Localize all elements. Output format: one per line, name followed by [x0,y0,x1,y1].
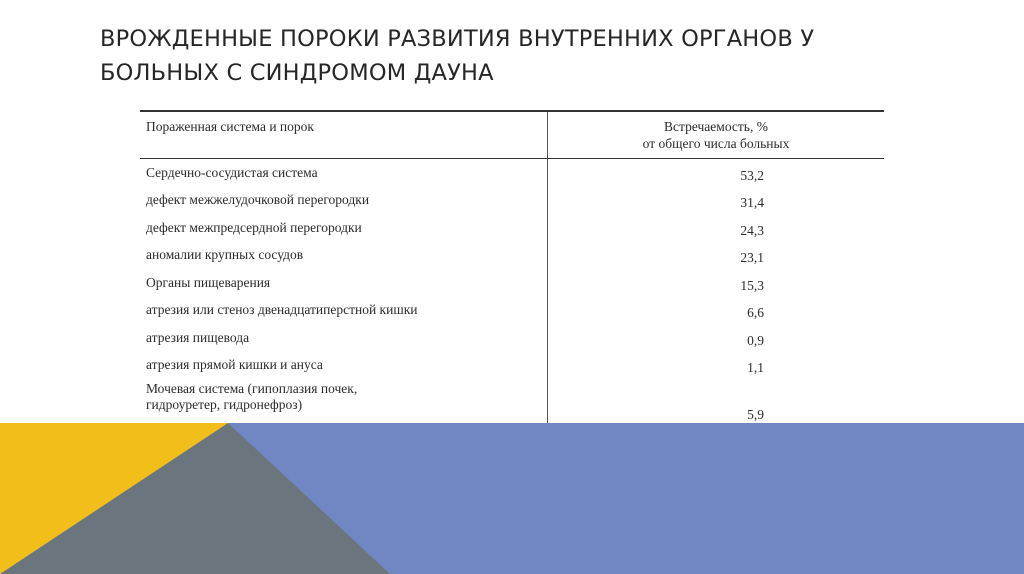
table-header-row [140,111,884,159]
row-value: 6,6 [747,305,764,320]
table-row [140,187,884,215]
header-frequency-line-1: Встречаемость, % [664,119,768,134]
table-row [140,379,884,427]
slide-title-line-2: БОЛЬНЫХ С СИНДРОМОМ ДАУНА [100,60,494,86]
row-value: 1,1 [747,360,764,375]
row-name: дефект межжелудочковой перегородки [140,187,548,215]
header-frequency-line-2: от общего числа больных [642,136,790,151]
row-name [140,379,548,427]
row-value: 15,3 [740,277,764,293]
row-value: 23,1 [740,250,764,265]
row-name: дефект межпредсердной перегородки [140,214,548,242]
row-value: 0,9 [747,332,764,348]
header-frequency [548,111,885,159]
row-name-line-1: Мочевая система (гипоплазия почек, [146,381,358,396]
table-row [140,159,884,187]
row-name: Органы пищеварения [140,269,548,297]
table-image [140,110,884,422]
decorative-banner [0,423,1024,574]
row-name: аномалии крупных сосудов [140,242,548,270]
row-name: атрезия или стеноз двенадцатиперстной кишки [140,297,548,325]
table-row [140,324,884,352]
row-value: 53,2 [740,167,764,183]
header-affected-system: Пораженная система и порок [140,111,548,159]
row-value: 24,3 [740,222,764,238]
slide-title-line-1: ВРОЖДЕННЫЕ ПОРОКИ РАЗВИТИЯ ВНУТРЕННИХ ОРГАНОВ У [100,26,815,52]
table-row [140,269,884,297]
table-row [140,297,884,325]
row-name: атрезия прямой кишки и ануса [140,352,548,380]
table-row [140,352,884,380]
row-value: 31,4 [740,195,764,210]
table-row [140,214,884,242]
slide-title [100,22,960,90]
row-name: Сердечно-сосудистая система [140,159,548,187]
row-name-line-2: гидроуретер, гидронефроз) [146,397,303,412]
table-row [140,242,884,270]
row-value: 5,9 [548,379,885,427]
row-name: атрезия пищевода [140,324,548,352]
frequency-table [140,110,884,428]
